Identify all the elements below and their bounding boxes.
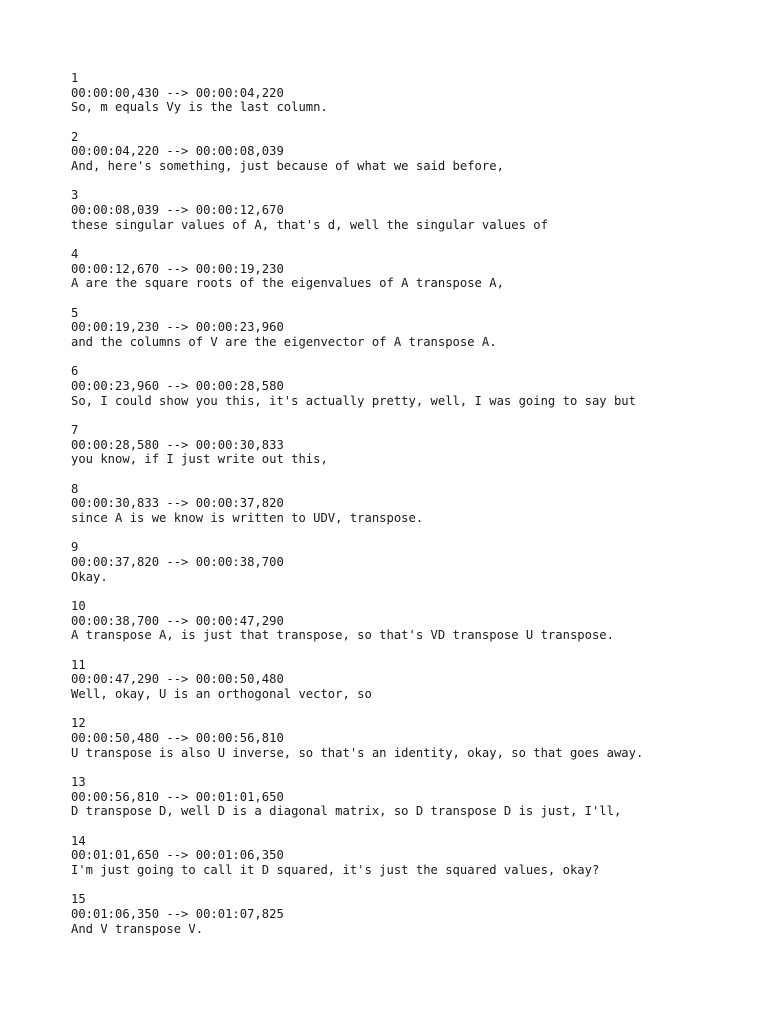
cue-timing: 00:00:08,039 --> 00:00:12,670 [71, 203, 284, 218]
subtitle-cue-13 [71, 775, 751, 819]
cue-timing: 00:00:04,220 --> 00:00:08,039 [71, 144, 284, 159]
cue-index: 13 [71, 775, 86, 790]
subtitle-cue-8 [71, 482, 751, 526]
cue-text: Okay. [71, 569, 108, 584]
cue-timing: 00:00:12,670 --> 00:00:19,230 [71, 261, 284, 276]
cue-text: I'm just going to call it D squared, it's just the squared values, okay? [71, 863, 600, 878]
cue-timing: 00:00:56,810 --> 00:01:01,650 [71, 789, 284, 804]
cue-index: 10 [71, 599, 86, 614]
subtitle-cue-6 [71, 364, 751, 408]
subtitle-cue-2 [71, 130, 751, 174]
subtitle-cue-11 [71, 658, 751, 702]
subtitle-cue-12 [71, 716, 751, 760]
cue-text: A transpose A, is just that transpose, so that's VD transpose U transpose. [71, 628, 614, 643]
cue-index: 14 [71, 833, 86, 848]
cue-text: So, m equals Vy is the last column. [71, 100, 328, 115]
cue-index: 7 [71, 423, 79, 438]
cue-timing: 00:01:01,650 --> 00:01:06,350 [71, 848, 284, 863]
cue-timing: 00:01:06,350 --> 00:01:07,825 [71, 907, 284, 922]
cue-index: 11 [71, 657, 86, 672]
cue-index: 12 [71, 716, 86, 731]
subtitle-cue-14 [71, 834, 751, 878]
subtitle-cue-1 [71, 71, 751, 115]
cue-timing: 00:00:37,820 --> 00:00:38,700 [71, 555, 284, 570]
cue-timing: 00:00:19,230 --> 00:00:23,960 [71, 320, 284, 335]
cue-index: 8 [71, 481, 79, 496]
cue-index: 5 [71, 305, 79, 320]
cue-index: 9 [71, 540, 79, 555]
cue-text: since A is we know is written to UDV, transpose. [71, 511, 424, 526]
cue-text: you know, if I just write out this, [71, 452, 328, 467]
cue-timing: 00:00:50,480 --> 00:00:56,810 [71, 731, 284, 746]
cue-timing: 00:00:00,430 --> 00:00:04,220 [71, 85, 284, 100]
cue-index: 15 [71, 892, 86, 907]
subtitle-cue-5 [71, 306, 751, 350]
cue-index: 4 [71, 247, 79, 262]
cue-text: Well, okay, U is an orthogonal vector, so [71, 687, 372, 702]
cue-index: 2 [71, 129, 79, 144]
subtitle-cue-15 [71, 892, 751, 936]
cue-text: And V transpose V. [71, 921, 204, 936]
cue-text: And, here's something, just because of what we said before, [71, 159, 504, 174]
subtitle-cue-4 [71, 247, 751, 291]
subtitle-document [71, 71, 751, 951]
cue-index: 3 [71, 188, 79, 203]
cue-text: So, I could show you this, it's actually pretty, well, I was going to say but [71, 393, 636, 408]
subtitle-cue-10 [71, 599, 751, 643]
cue-index: 1 [71, 71, 79, 85]
cue-timing: 00:00:47,290 --> 00:00:50,480 [71, 672, 284, 687]
subtitle-cue-3 [71, 188, 751, 232]
cue-timing: 00:00:23,960 --> 00:00:28,580 [71, 379, 284, 394]
cue-timing: 00:00:30,833 --> 00:00:37,820 [71, 496, 284, 511]
cue-text: U transpose is also U inverse, so that's an identity, okay, so that goes away. [71, 745, 644, 760]
subtitle-cue-7 [71, 423, 751, 467]
cue-text: and the columns of V are the eigenvector of A transpose A. [71, 335, 497, 350]
cue-text: A are the square roots of the eigenvalues of A transpose A, [71, 276, 504, 291]
cue-index: 6 [71, 364, 79, 379]
cue-timing: 00:00:28,580 --> 00:00:30,833 [71, 437, 284, 452]
cue-timing: 00:00:38,700 --> 00:00:47,290 [71, 613, 284, 628]
cue-text: D transpose D, well D is a diagonal matrix, so D transpose D is just, I'll, [71, 804, 622, 819]
subtitle-cue-9 [71, 540, 751, 584]
cue-text: these singular values of A, that's d, well the singular values of [71, 217, 548, 232]
